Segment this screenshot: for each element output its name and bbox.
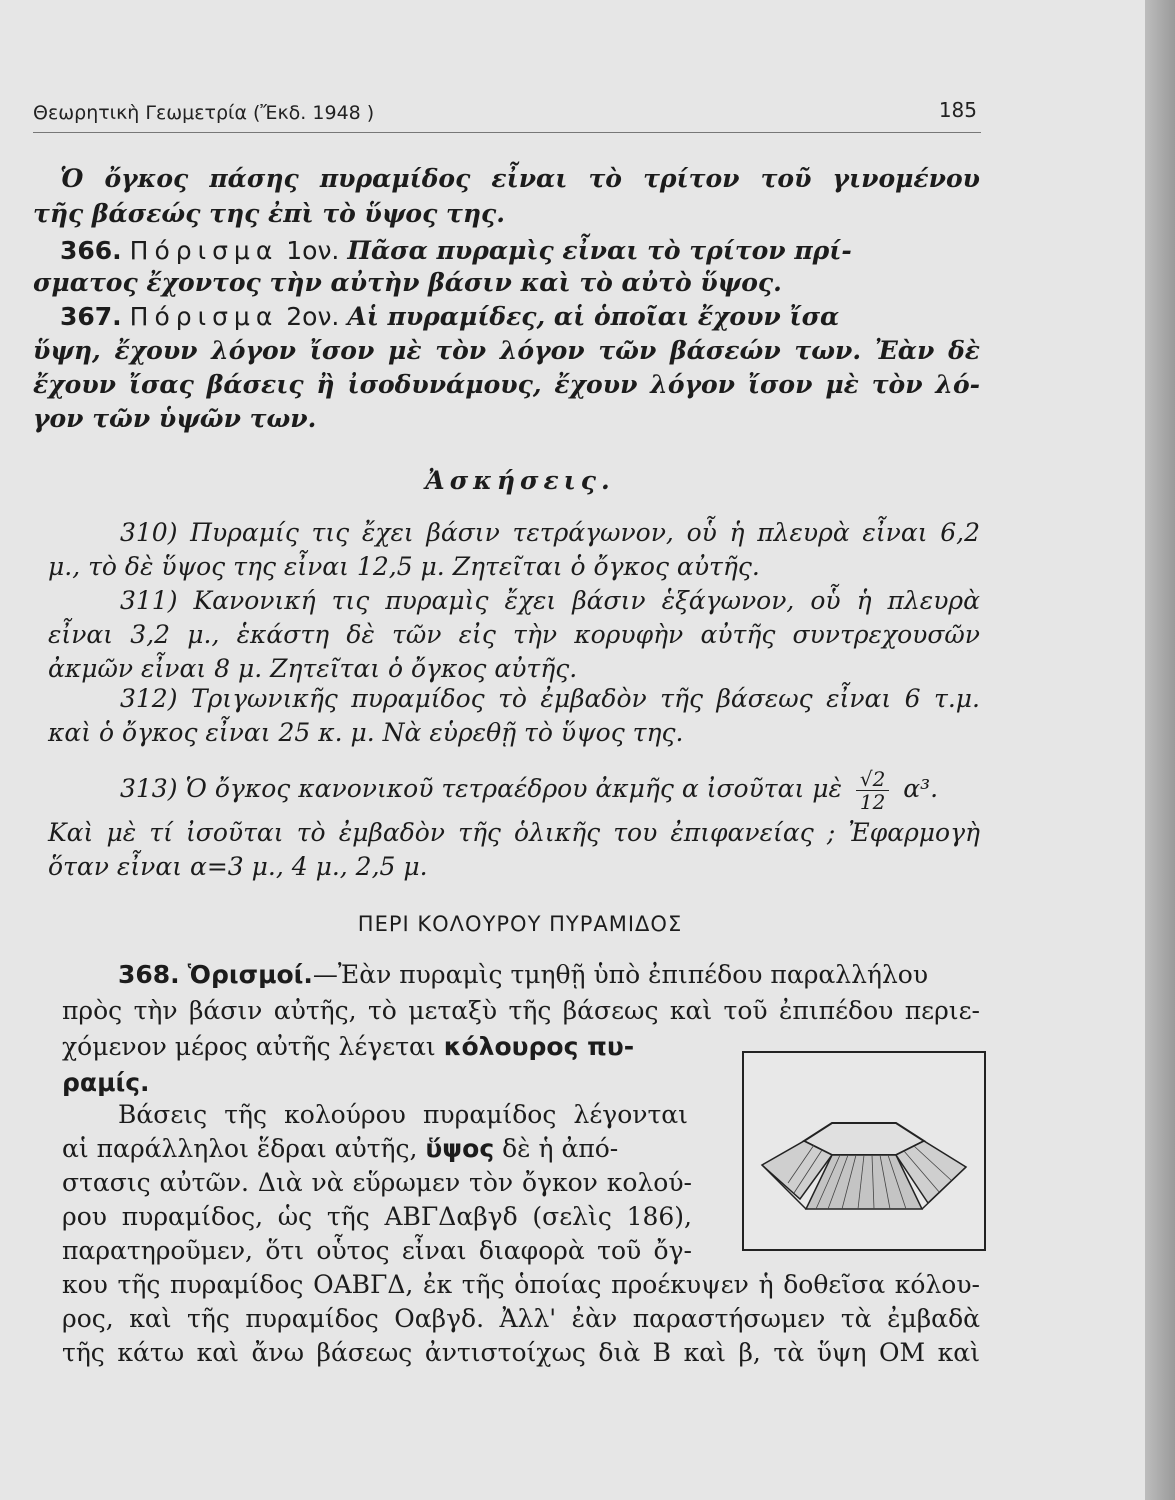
paragraph-line-7: στασις αὐτῶν. Διὰ νὰ εὕρωμεν τὸν ὄγκον κολού- [62, 1168, 692, 1197]
paragraph-368-line-1 [118, 960, 980, 990]
paragraph-368-text-3a: χόμενον μέρος αὐτῆς λέγεται [62, 1032, 436, 1061]
exercise-310-line-2: μ., τὸ δὲ ὕψος της εἶναι 12,5 μ. Ζητεῖται ὁ ὄγκος αὐτῆς. [48, 552, 760, 581]
porisma-367-ordinal: 2ον. [286, 302, 340, 331]
exercise-313-text: 313) Ὁ ὄγκος κανονικοῦ τετραέδρου ἀκμῆς α ἰσοῦται μὲ [120, 774, 842, 803]
exercise-313-tail: α³. [903, 774, 939, 803]
paragraph-line-5: Βάσεις τῆς κολούρου πυραμίδος λέγονται [118, 1100, 688, 1129]
porisma-366-ordinal: 1ον. [286, 236, 340, 265]
paragraph-line-8: ρου πυραμίδος, ὡς τῆς ΑΒΓΔαβγδ (σελὶς 186), [62, 1202, 692, 1231]
term-kolouros-pyramis: κόλουρος πυ- [443, 1032, 635, 1061]
section-heading: ΠΕΡΙ ΚΟΛΟΥΡΟΥ ΠΥΡΑΜΙΔΟΣ [357, 912, 683, 936]
exercise-312-line-2: καὶ ὁ ὄγκος εἶναι 25 κ. μ. Νὰ εὑρεθῇ τὸ ὕψος της. [48, 718, 684, 747]
theorem-line-1: Ὁ ὄγκος πάσης πυραμίδος εἶναι τὸ τρίτον τοῦ γινομένου [60, 164, 980, 193]
porisma-366 [60, 236, 980, 266]
frustum-drawing [744, 1053, 984, 1249]
theorem-line-2: τῆς βάσεώς της ἐπὶ τὸ ὕψος της. [33, 199, 505, 228]
porisma-367-text-1: Αἱ πυραμίδες, αἱ ὁποῖαι ἔχουν ἴσα [347, 302, 840, 331]
paragraph-text-6c: δὲ ἡ ἀπό- [502, 1134, 619, 1163]
exercise-311-line-3: ἀκμῶν εἶναι 8 μ. Ζητεῖται ὁ ὄγκος αὐτῆς. [48, 654, 578, 683]
porisma-367-label: Πόρισμα [129, 302, 279, 331]
porisma-367-text-3: ἔχουν ἴσας βάσεις ἢ ἰσοδυνάμους, ἔχουν λόγον ἴσον μὲ τὸν λό- [33, 370, 980, 399]
exercise-312-line-1: 312) Τριγωνικῆς πυραμίδος τὸ ἐμβαδὸν τῆς βάσεως εἶναι 6 τ.μ. [120, 684, 980, 713]
exercise-313-line-2: Καὶ μὲ τί ἰσοῦται τὸ ἐμβαδὸν τῆς ὁλικῆς του ἐπιφανείας ; Ἐφαρμογὴ [48, 818, 980, 847]
porisma-367-text-4: γον τῶν ὑψῶν των. [33, 404, 317, 433]
porisma-366-text-2: σματος ἔχοντος τὴν αὐτὴν βάσιν καὶ τὸ αὐτὸ ὕψος. [33, 268, 782, 297]
exercise-311-line-1: 311) Κανονική τις πυραμὶς ἔχει βάσιν ἑξάγωνον, οὗ ἡ πλευρὰ [120, 586, 980, 615]
paragraph-line-6 [62, 1134, 692, 1164]
porisma-366-text-1: Πᾶσα πυραμὶς εἶναι τὸ τρίτον πρί- [347, 236, 852, 265]
page-number: 185 [938, 98, 977, 122]
porisma-367-text-2: ὕψη, ἔχουν λόγον ἴσον μὲ τὸν λόγον τῶν βάσεών των. Ἐὰν δὲ [33, 336, 980, 365]
term-ypsos: ὕψος [425, 1134, 495, 1163]
paragraph-line-10: κου τῆς πυραμίδος ΟΑΒΓΔ, ἐκ τῆς ὁποίας προέκυψεν ἡ δοθεῖσα κόλου- [62, 1270, 980, 1299]
paragraph-line-12: τῆς κάτω καὶ ἄνω βάσεως ἀντιστοίχως διὰ Β καὶ β, τὰ ὕψη ΟΜ καὶ [62, 1338, 980, 1367]
paragraph-368-line-2: πρὸς τὴν βάσιν αὐτῆς, τὸ μεταξὺ τῆς βάσεως καὶ τοῦ ἐπιπέδου περιε- [62, 996, 980, 1025]
porisma-367 [60, 302, 980, 332]
exercise-310-line-1: 310) Πυραμίς τις ἔχει βάσιν τετράγωνον, οὗ ἡ πλευρὰ εἶναι 6,2 [120, 518, 980, 547]
paragraph-368-text-1: —Ἐὰν πυραμὶς τμηθῇ ὑπὸ ἐπιπέδου παραλλήλου [312, 960, 929, 989]
header-title: Θεωρητικὴ Γεωμετρία (Ἔκδ. 1948 ) [33, 102, 375, 124]
frustum-figure [742, 1051, 986, 1251]
paragraph-line-9: παρατηροῦμεν, ὅτι οὗτος εἶναι διαφορὰ τοῦ ὄγ- [62, 1236, 692, 1265]
paragraph-text-6a: αἱ παράλληλοι ἕδραι αὐτῆς, [62, 1134, 418, 1163]
running-header [33, 96, 981, 133]
paragraph-368-label: Ὁρισμοί. [187, 960, 313, 989]
paragraph-line-11: ρος, καὶ τῆς πυραμίδος Οαβγδ. Ἀλλ' ἐὰν παραστήσωμεν τὰ ἐμβαδὰ [62, 1304, 980, 1333]
exercises-title: Ἀσκήσεις. [425, 466, 615, 495]
exercise-313-line-3: ὅταν εἶναι α=3 μ., 4 μ., 2,5 μ. [48, 852, 428, 881]
paragraph-368-line-4: ραμίς. [62, 1068, 150, 1097]
fraction-numerator: √2 [856, 768, 889, 791]
porisma-366-label: Πόρισμα [129, 236, 279, 265]
exercise-313-line-1 [120, 768, 980, 813]
fraction-sqrt2-over-12 [856, 768, 889, 813]
exercise-311-line-2: εἶναι 3,2 μ., ἑκάστη δὲ τῶν εἰς τὴν κορυφὴν αὐτῆς συντρεχουσῶν [48, 620, 980, 649]
porisma-367-number: 367. [60, 302, 122, 331]
page-edge [1145, 0, 1175, 1500]
paragraph-368-number: 368. [118, 960, 180, 989]
porisma-366-number: 366. [60, 236, 122, 265]
fraction-denominator: 12 [859, 790, 886, 814]
